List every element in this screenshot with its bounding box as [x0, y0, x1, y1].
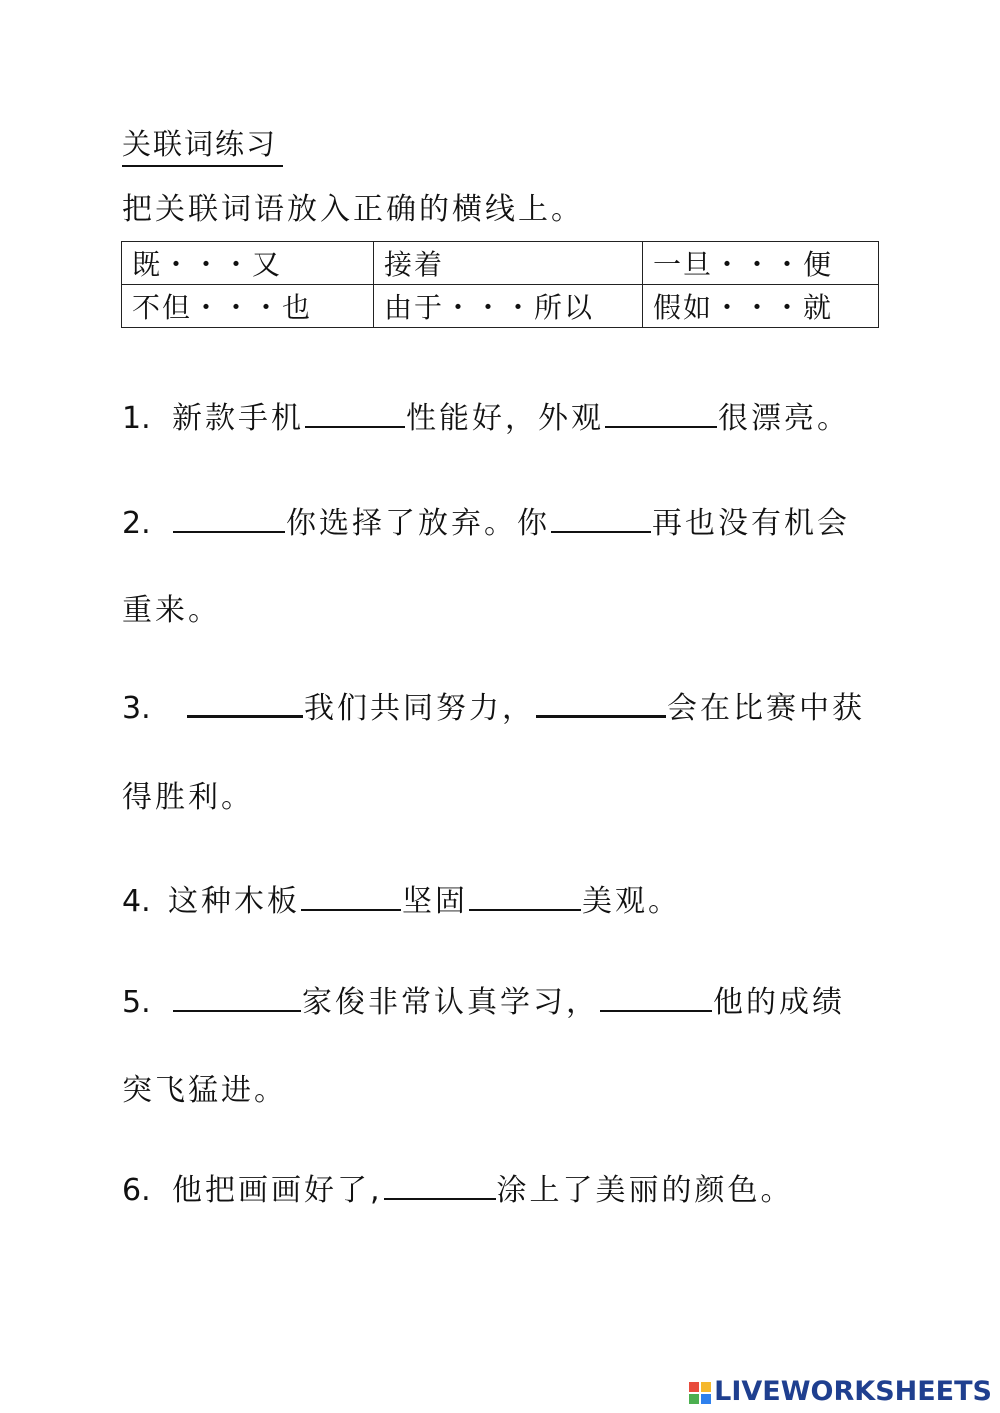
word-bank-cell: 接着 [374, 242, 643, 285]
question-5-continuation: 突飞猛进。 [122, 1073, 287, 1108]
question-number: 4. [122, 884, 151, 919]
question-5 [122, 977, 845, 1021]
word-bank-cell: 由于・・・所以 [374, 285, 643, 328]
page-title: 关联词练习 [122, 122, 283, 167]
liveworksheets-logo-text: LIVEWORKSHEETS [714, 1376, 992, 1407]
word-bank-table [121, 241, 879, 328]
question-text: 他把画画好了, [172, 1173, 383, 1208]
answer-blank[interactable] [605, 398, 717, 428]
question-text: 坚固 [402, 884, 468, 919]
answer-blank[interactable] [173, 982, 301, 1012]
question-text: 美观。 [582, 884, 681, 919]
question-number: 6. [122, 1173, 151, 1208]
question-number: 5. [122, 985, 151, 1020]
question-text: 涂上了美丽的颜色。 [496, 1173, 794, 1208]
answer-blank[interactable] [384, 1170, 496, 1200]
liveworksheets-logo [688, 1376, 992, 1407]
question-text: 我们共同努力， [304, 691, 535, 726]
question-4 [122, 876, 681, 920]
question-text: 家俊非常认真学习， [302, 985, 599, 1020]
question-1 [122, 393, 850, 437]
question-3 [122, 683, 865, 727]
question-6 [122, 1165, 794, 1209]
word-bank-cell: 一旦・・・便 [643, 242, 879, 285]
question-text: 会在比赛中获 [667, 691, 865, 726]
answer-blank[interactable] [536, 687, 666, 718]
question-text: 很漂亮。 [718, 401, 850, 436]
question-text: 你选择了放弃。你 [286, 506, 550, 541]
question-3-continuation: 得胜利。 [122, 780, 254, 815]
answer-blank[interactable] [173, 503, 285, 533]
answer-blank[interactable] [469, 881, 581, 911]
question-text: 他的成绩 [713, 985, 845, 1020]
question-2 [122, 498, 850, 542]
question-2-continuation: 重来。 [122, 593, 221, 628]
word-bank-cell: 不但・・・也 [122, 285, 374, 328]
question-text: 性能好，外观 [406, 401, 604, 436]
question-number: 2. [122, 506, 151, 541]
answer-blank[interactable] [305, 398, 405, 428]
answer-blank[interactable] [187, 687, 303, 718]
answer-blank[interactable] [551, 503, 651, 533]
question-text: 这种木板 [168, 884, 300, 919]
question-text: 新款手机 [172, 401, 304, 436]
word-bank-cell: 假如・・・就 [643, 285, 879, 328]
question-number: 3. [122, 691, 151, 726]
word-bank-cell: 既・・・又 [122, 242, 374, 285]
question-text: 再也没有机会 [652, 506, 850, 541]
instruction-text: 把关联词语放入正确的横线上。 [122, 192, 584, 227]
question-number: 1. [122, 401, 151, 436]
word-bank-row [122, 242, 879, 285]
answer-blank[interactable] [600, 982, 712, 1012]
word-bank-row [122, 285, 879, 328]
liveworksheets-logo-icon [688, 1381, 712, 1405]
answer-blank[interactable] [301, 881, 401, 911]
